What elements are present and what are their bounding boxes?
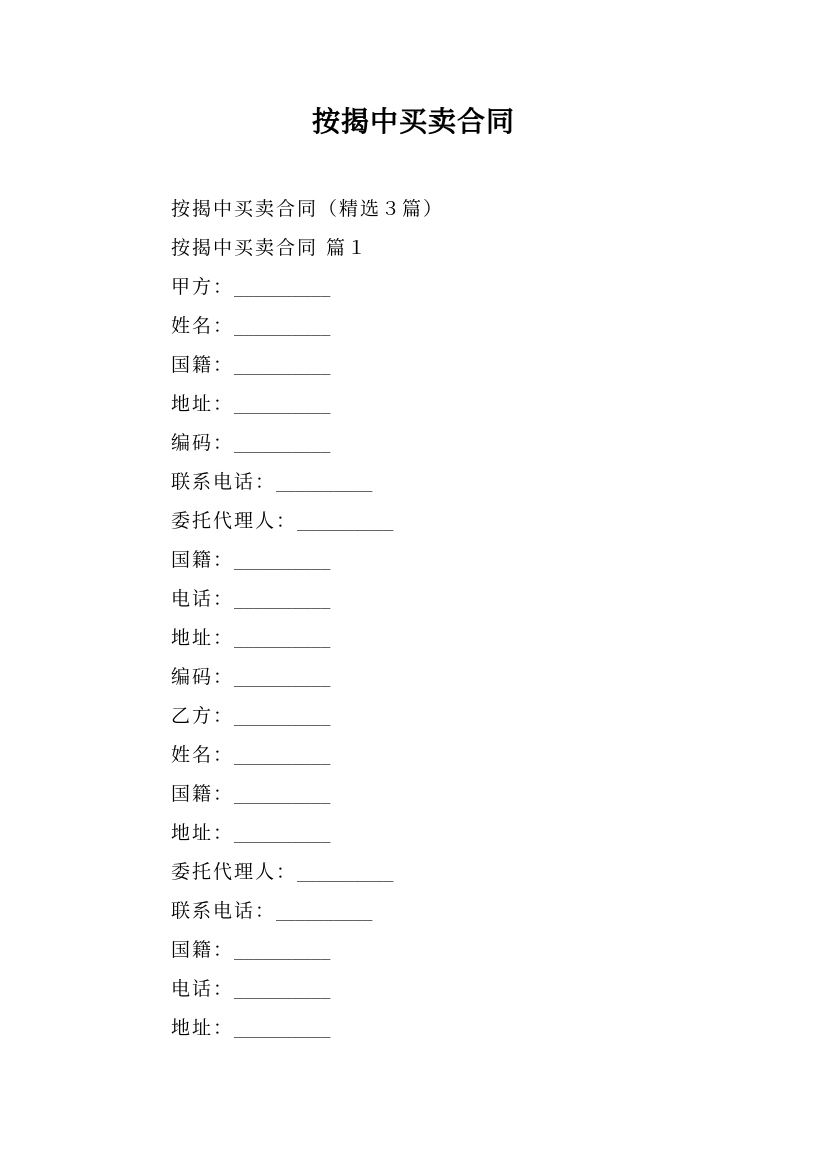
field-line: [171, 619, 771, 658]
field-line: [171, 346, 771, 385]
fill-in-blank: __________: [234, 434, 331, 453]
field-line: [171, 541, 771, 580]
field-label: 国籍：: [171, 354, 235, 376]
fill-in-blank: __________: [234, 707, 331, 726]
field-line: [171, 502, 771, 541]
fill-in-blank: __________: [297, 863, 394, 882]
fill-in-blank: __________: [276, 902, 373, 921]
field-line: [171, 268, 771, 307]
field-label: 联系电话：: [171, 900, 277, 922]
field-line: [171, 892, 771, 931]
fill-in-blank: __________: [234, 941, 331, 960]
field-label: 地址：: [171, 1017, 235, 1039]
document-title: 按揭中买卖合同: [311, 105, 515, 138]
field-label: 地址：: [171, 393, 235, 415]
field-label: 联系电话：: [171, 471, 277, 493]
field-line: [171, 658, 771, 697]
field-line: [171, 697, 771, 736]
field-line: [171, 970, 771, 1009]
field-line: [171, 736, 771, 775]
field-label: 甲方：: [171, 276, 235, 298]
field-line: [171, 385, 771, 424]
field-list: [171, 268, 771, 1048]
field-label: 地址：: [171, 822, 235, 844]
fill-in-blank: __________: [234, 278, 331, 297]
field-label: 国籍：: [171, 783, 235, 805]
fill-in-blank: __________: [234, 824, 331, 843]
fill-in-blank: __________: [234, 629, 331, 648]
field-label: 姓名：: [171, 744, 235, 766]
fill-in-blank: __________: [234, 551, 331, 570]
fill-in-blank: __________: [297, 512, 394, 531]
field-label: 乙方：: [171, 705, 235, 727]
fill-in-blank: __________: [234, 980, 331, 999]
field-line: [171, 580, 771, 619]
field-label: 国籍：: [171, 939, 235, 961]
fill-in-blank: __________: [234, 746, 331, 765]
field-line: [171, 853, 771, 892]
field-label: 姓名：: [171, 315, 235, 337]
field-label: 地址：: [171, 627, 235, 649]
fill-in-blank: __________: [234, 785, 331, 804]
field-label: 电话：: [171, 588, 235, 610]
field-line: [171, 1009, 771, 1048]
intro-line: 按揭中买卖合同（精选３篇）: [171, 198, 445, 220]
field-label: 委托代理人：: [171, 861, 298, 883]
fill-in-blank: __________: [234, 1019, 331, 1038]
field-label: 电话：: [171, 978, 235, 1000]
fill-in-blank: __________: [234, 668, 331, 687]
fill-in-blank: __________: [234, 590, 331, 609]
field-label: 国籍：: [171, 549, 235, 571]
fill-in-blank: __________: [234, 395, 331, 414]
field-line: [171, 307, 771, 346]
section-heading: 按揭中买卖合同 篇１: [171, 237, 369, 259]
field-line: [171, 424, 771, 463]
fill-in-blank: __________: [234, 356, 331, 375]
field-line: [171, 931, 771, 970]
field-label: 编码：: [171, 666, 235, 688]
field-line: [171, 775, 771, 814]
fill-in-blank: __________: [234, 317, 331, 336]
field-line: [171, 463, 771, 502]
field-label: 编码：: [171, 432, 235, 454]
fill-in-blank: __________: [276, 473, 373, 492]
field-line: [171, 814, 771, 853]
field-label: 委托代理人：: [171, 510, 298, 532]
document-body: [171, 190, 771, 1048]
